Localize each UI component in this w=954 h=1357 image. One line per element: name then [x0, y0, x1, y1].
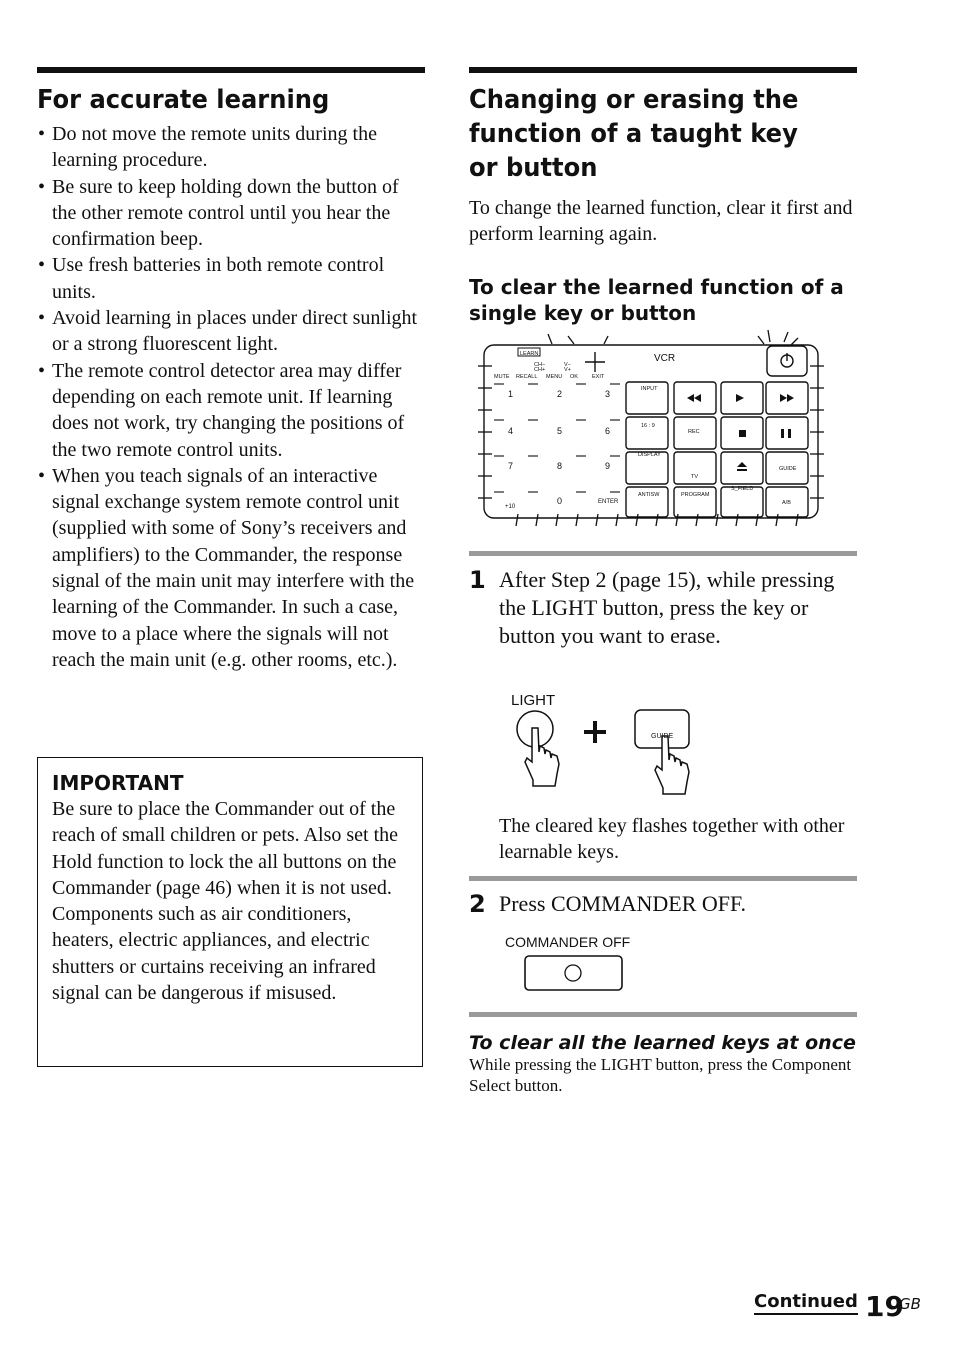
- remote-menu-label: MENU: [546, 374, 563, 380]
- remote-num-10: +10: [505, 504, 516, 510]
- remote-key-input: INPUT: [641, 386, 658, 392]
- remote-num-5: 5: [557, 426, 563, 436]
- remote-vol-minus: V−: [564, 362, 571, 368]
- remote-key-program: PROGRAM: [681, 492, 710, 498]
- remote-enter: ENTER: [598, 499, 619, 505]
- remote-key-display: DISPLAY: [638, 452, 661, 458]
- page-region-code: GB: [899, 1295, 921, 1313]
- commander-off-label: COMMANDER OFF: [505, 934, 631, 950]
- remote-vcr-label: VCR: [654, 353, 676, 364]
- step-rule: [469, 551, 857, 556]
- heading-rule: [469, 67, 857, 73]
- remote-ok-label: OK: [570, 374, 578, 380]
- important-box: [37, 757, 423, 1067]
- remote-num-3: 3: [605, 389, 611, 399]
- section-heading-changing: Changing or erasing the function of a taught key or button: [469, 85, 799, 183]
- remote-vol-plus: V+: [564, 367, 571, 373]
- list-item: • When you teach signals of an interactive signal exchange system remote control unit (supplied with some of Sony’s receivers and amplifiers) to the Commander, the response signal of the main unit may interfere with the learning of the Commander. In such a case, move to a place where the signals will not reach the main unit (e.g. other rooms, etc.).: [37, 463, 425, 673]
- remote-num-4: 4: [508, 426, 514, 436]
- intro-text: To change the learned function, clear it first and perform learning again.: [469, 197, 853, 246]
- list-item: • Be sure to keep holding down the button of the other remote control until you hear the confirmation beep.: [37, 174, 425, 253]
- remote-num-2: 2: [557, 389, 563, 399]
- left-column: [37, 67, 425, 673]
- subheading-single-key: To clear the learned function of a single key or button: [469, 274, 844, 325]
- remote-recall-label: RECALL: [516, 374, 538, 380]
- remote-key-rec: REC: [688, 429, 700, 435]
- list-item: • Use fresh batteries in both remote control units.: [37, 252, 425, 305]
- remote-num-1: 1: [508, 389, 514, 399]
- important-text: Be sure to place the Commander out of the reach of small children or pets. Also set the Hold function to lock the all buttons on the Commander (page 46) when it is not used. Components such as air conditioners, heaters, electric appliances, and electric shutters or curtains receiving an infrared signal can be dangerous if misused.: [52, 798, 399, 1005]
- tips-list: [37, 121, 425, 673]
- remote-exit-label: EXIT: [592, 374, 605, 380]
- remote-mute-label: MUTE: [494, 374, 510, 380]
- remote-num-8: 8: [557, 461, 563, 471]
- list-item: • The remote control detector area may differ depending on each remote unit. If learning does not work, try changing the positions of the two remote control units.: [37, 358, 425, 463]
- remote-key-ab: A/B: [782, 500, 791, 506]
- remote-key-antisw: ANTISW: [638, 492, 660, 498]
- remote-key-guide: GUIDE: [779, 466, 797, 472]
- important-title: IMPORTANT: [52, 771, 184, 795]
- remote-key-16-9: 16 : 9: [641, 423, 655, 429]
- light-guide-illustration: [505, 688, 705, 800]
- commander-off-illustration: [500, 930, 660, 996]
- step-rule: [469, 876, 857, 881]
- remote-ch-plus: CH+: [534, 367, 546, 373]
- step-1-text: After Step 2 (page 15), while pressing the LIGHT button, press the key or button you want to erase.: [499, 567, 835, 648]
- clear-all-title: To clear all the learned keys at once: [469, 1032, 856, 1054]
- continued-label: Continued: [754, 1291, 858, 1315]
- section-rule: [469, 1012, 857, 1017]
- remote-num-6: 6: [605, 426, 611, 436]
- clear-all-text: While pressing the LIGHT button, press the Component Select button.: [469, 1055, 852, 1095]
- step-1: [469, 566, 857, 671]
- list-item: • Avoid learning in places under direct sunlight or a strong fluorescent light.: [37, 305, 425, 358]
- remote-num-9: 9: [605, 461, 611, 471]
- remote-num-0: 0: [557, 496, 563, 506]
- remote-key-tv: TV: [691, 474, 699, 480]
- heading-rule: [37, 67, 425, 73]
- guide-label: GUIDE: [651, 733, 674, 740]
- step-number: 2: [469, 890, 486, 918]
- remote-illustration: [478, 328, 824, 528]
- step-2-text: Press COMMANDER OFF.: [499, 891, 747, 916]
- clear-all-section: [469, 1032, 857, 1096]
- list-item: • Do not move the remote units during the learning procedure.: [37, 121, 425, 174]
- remote-num-7: 7: [508, 461, 514, 471]
- light-label: LIGHT: [511, 692, 556, 709]
- remote-learn-label: LEARN: [520, 351, 539, 357]
- page-number: 19: [865, 1290, 904, 1323]
- right-column: [469, 67, 857, 326]
- remote-ch-minus: CH−: [534, 362, 546, 368]
- remote-key-sfield: S_FIELD: [731, 486, 754, 492]
- section-heading-accurate-learning: For accurate learning: [37, 85, 330, 115]
- step-1-after: The cleared key flashes together with other learnable keys.: [499, 815, 845, 864]
- step-number: 1: [469, 566, 486, 594]
